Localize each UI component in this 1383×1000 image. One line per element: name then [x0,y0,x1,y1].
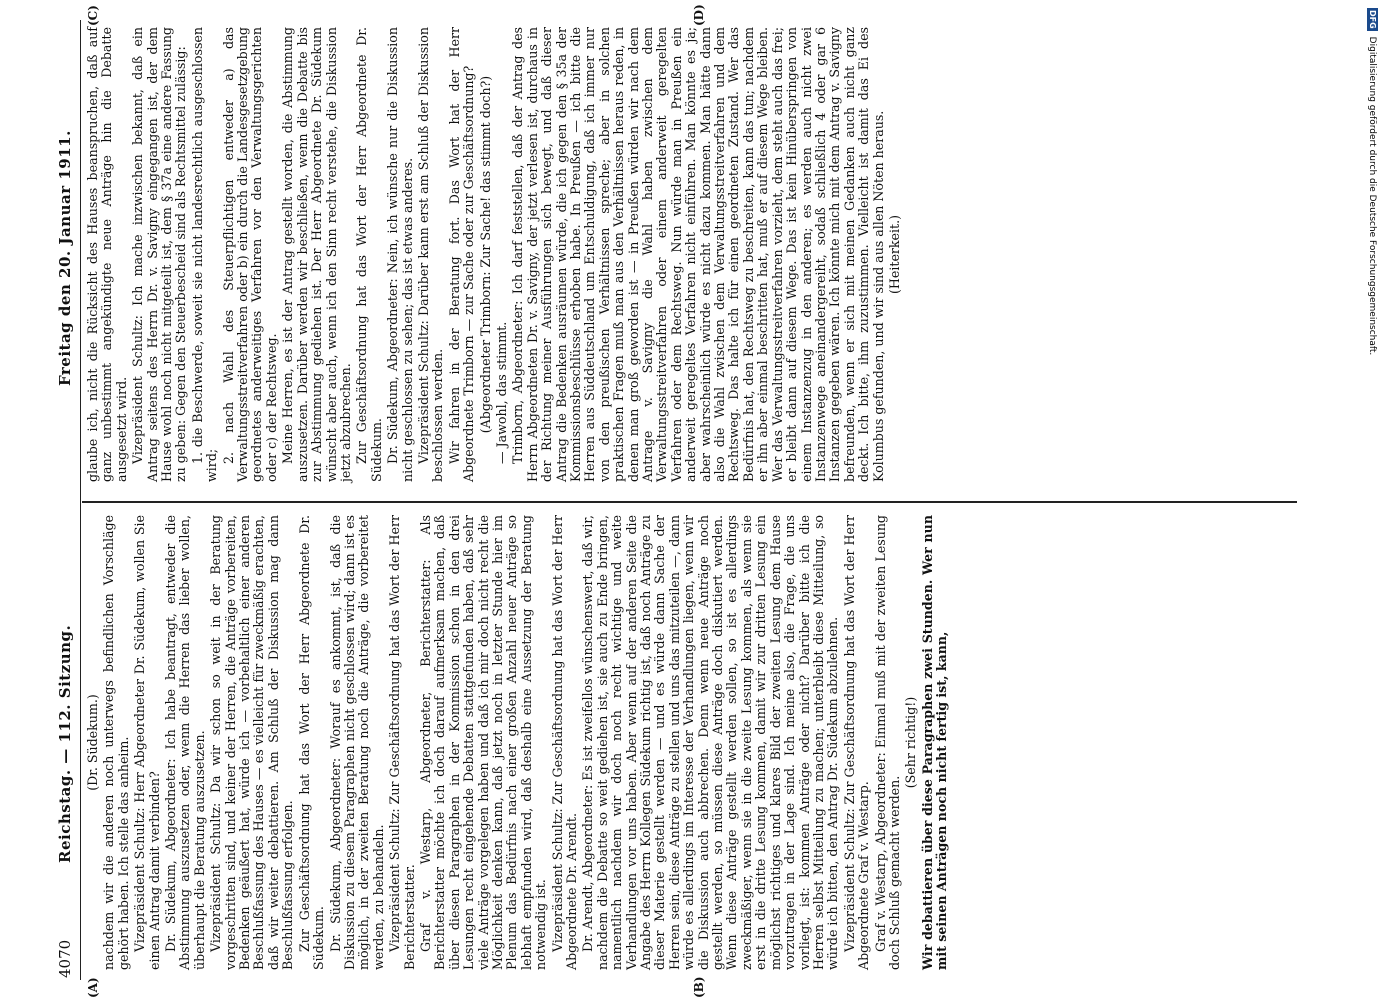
paragraph: Zur Geschäftsordnung hat das Wort der Herr Abgeordnete Dr. Südekum. [354,27,384,482]
margin-mark-c: (C) [86,5,100,26]
header-left-title: Reichstag. — 112. Sitzung. [56,624,74,863]
paragraph: 1. die Beschwerde, soweit sie nicht landesrechtlich ausgeschlossen wird; [189,27,220,482]
paragraph: Graf v. Westarp, Abgeordneter, Berichterstatter: Als Berichterstatter möchte ich doch darauf aufmerksam machen, daß über diesen Paragraphen in der Kommission schon in den drei Lesungen recht eingehende Debatten stattgefunden haben, daß sehr viele Anträge vorgelegen haben und daß ich mir doch nicht recht die Möglichkeit denken kann, daß jetzt noch in letzter Stunde hier im Plenum das Bedürfnis nach einer großen Anzahl neuer Anträge so lebhaft empfunden wird, daß deshalb eine Aussetzung der Beratung notwendig ist. [417,515,549,970]
header-rule [80,20,81,980]
paragraph: (Abgeordneter Trimborn: Zur Sache! das stimmt doch?) [477,75,493,434]
paragraph: (Sehr richtig!) [903,696,919,789]
left-column [86,515,952,970]
paragraph: Vizepräsident Schultz: Zur Geschäftsordnung hat das Wort der Herr Berichterstatter. [387,515,417,970]
paragraph: glaube ich, nicht die Rücksicht des Hauses beanspruchen, daß auf ganz unbestimmt angekündigte neue Anträge hin die Debatte ausgesetzt wird. [85,27,129,482]
margin-mark-a: (A) [86,977,100,998]
page-header [54,18,80,978]
paragraph: Trimborn, Abgeordneter: Ich darf feststellen, daß der Antrag des Herrn Abgeordneten Dr. v. Savigny, der jetzt verlesen ist, durchaus in der Richtung meiner Ausführungen sich bewegt, und daß dieser Antrag die Bedenken ausräumen würde, die ich gegen den § 35a der Kommissionsbeschlüsse erhoben habe. In Preußen — ich bitte die Herren aus Süddeutschland um Entschuldigung, daß ich immer nur von den preußischen Verhältnissen spreche; aber in solchen praktischen Fragen muß man aus den Verhältnissen heraus reden, in denen man groß geworden ist — in Preußen würden wir nach dem Antrage v. Savigny die Wahl haben zwischen dem Verwaltungsstreitverfahren oder einem anderweit geregelten Verfahren oder dem Rechtsweg. Nun würde man in Preußen ein anderweit geregeltes Verfahren nicht einführen. Man könnte es ja; aber wahrscheinlich würde es nicht dazu kommen. Man hätte dann also die Wahl zwischen dem Verwaltungsstreitverfahren und dem Rechtsweg. Das halte ich für einen geordneten Zustand. Wer das Bedürfnis hat, den Rechtsweg zu beschreiten, kann das tun; nachdem er ihn aber einmal beschritten hat, muß er auf diesem Wege bleiben. Wer das Verwaltungsstreitverfahren vorzieht, dem steht auch das frei; er bleibt dann auf diesem Wege. Das ist kein Hinüberspringen von einem Instanzenzug in den anderen; es werden auch nicht zwei Instanzenwege aneinandergereiht, sodaß schließlich 4 oder gar 6 Instanzen gegeben wären. Ich könnte mich mit dem Antrag v. Savigny befreunden, wenn er sich mit meinen Gedanken auch nicht ganz deckt. Ich bitte, ihm zuzustimmen. Vielleicht ist damit das Ei des Kolumbus gefunden, und wir sind aus allen Nöten heraus. [510,27,886,482]
paragraph: Dr. Südekum, Abgeordneter: Nein, ich wünsche nur die Diskussion nicht geschlossen zu sehen; das ist etwas anderes. [385,27,415,482]
paragraph: Vizepräsident Schultz: Da wir schon so weit in der Beratung vorgeschritten sind, und keiner der Herren, die Anträge vorbereiten, Bedenken geäußert hat, würde ich — vorbehaltlich einer anderen Beschlußfassung des Hauses — es vielleicht für zweckmäßig erachten, daß wir weiter debattieren. Am Schluß der Diskussion mag dann Beschlußfassung erfolgen. [208,515,296,970]
paragraph: (Dr. Südekum.) [85,694,100,791]
paragraph: Vizepräsident Schultz: Zur Geschäftsordnung hat das Wort der Herr Abgeordnete Graf v. Westarp. [841,515,872,970]
dfg-logo-icon: DFG [1368,10,1377,29]
digitization-credit [1365,8,1379,568]
paragraph: Graf v. Westarp, Abgeordneter: Einmal muß mit der zweiten Lesung doch Schluß gemacht werden. [872,515,902,970]
paragraph: 2. nach Wahl des Steuerpflichtigen entweder a) das Verwaltungsstreitverfahren oder b) ein durch die Landesgesetzgebung geordnetes anderweitiges Verfahren vor den Verwaltungsgerichten oder c) der Rechtsweg. [220,27,279,482]
paragraph: Dr. Südekum, Abgeordneter: Ich habe beantragt, entweder die Abstimmung auszusetzen oder, wenn die Herren das lieber wollen, überhaupt die Beratung auszusetzen. [163,515,207,970]
paragraph: Wir debattieren über diese Paragraphen zwei Stunden. Wer nun mit seinen Anträgen noch nicht fertig ist, kann, [919,515,950,970]
paragraph: nachdem wir die anderen noch unterwegs befindlichen Vorschläge gehört haben. Ich stelle das anheim. [101,515,131,970]
margin-mark-d: (D) [692,4,706,26]
paragraph: (Heiterkeit.) [886,215,902,294]
margin-mark-b: (B) [692,976,706,998]
paragraph: Vizepräsident Schultz: Zur Geschäftsordnung hat das Wort der Herr Abgeordnete Dr. Arendt. [549,515,579,970]
paragraph: Vizepräsident Schultz: Herr Abgeordneter Dr. Südekum, wollen Sie einen Antrag damit verbinden? [132,515,162,970]
paragraph: — Jawohl, das stimmt. [493,321,509,464]
paragraph: Zur Geschäftsordnung hat das Wort der Herr Abgeordnete Dr. Südekum. [296,515,327,970]
header-right-title: Freitag den 20. Januar 1911. [56,130,74,386]
paragraph: Dr. Arendt, Abgeordneter: Es ist zweifellos wünschenswert, daß wir, nachdem die Debatte so weit gediehen ist, sie auch zu Ende bringen, namentlich nachdem wir doch noch recht wichtige und weite Verhandlungen vor uns haben. Aber wenn auf der anderen Seite die Angabe des Herrn Kollegen Südekum richtig ist, daß noch Anträge zu dieser Materie gestellt werden — und es würde dann Sache der Herren sein, diese Anträge zu stellen und uns das mitzuteilen —, dann würde es allerdings im Interesse der Verhandlungen liegen, wenn wir die Diskussion auch abbrechen. Denn wenn neue Anträge noch gestellt werden, so müssen diese Anträge doch diskutiert werden. Wenn diese Anträge gestellt werden sollen, so ist es allerdings zweckmäßiger, wenn sie in die zweite Lesung kommen, als wenn sie erst in die dritte Lesung kommen, damit wir zur dritten Lesung ein möglichst richtiges und klares Bild der zweiten Lesung dem Hause vorzutragen in der Lage sind. Ich meine also, die Frage, die uns vorliegt, ist: kommen Anträge oder nicht? Darüber bitte ich die Herren selbst Mitteilung zu machen; unterbleibt diese Mitteilung, so würde ich bitten, den Antrag Dr. Südekum abzulehnen. [580,515,841,970]
paragraph: Dr. Südekum, Abgeordneter: Worauf es ankommt, ist, daß die Diskussion zu diesem Paragraphen nicht geschlossen wird; dann ist es möglich, in der zweiten Beratung noch die Anträge, die vorbereitet werden, zu behandeln. [327,515,386,970]
paragraph: Vizepräsident Schultz: Ich mache inzwischen bekannt, daß ein Antrag seitens des Herrn Dr. v. Savigny eingegangen ist, der dem Hause wohl noch nicht mitgeteilt ist, dem § 37a eine andere Fassung zu geben: Gegen den Steuerbescheid sind als Rechtsmittel zulässig: [130,27,189,482]
paragraph: Wir fahren in der Beratung fort. Das Wort hat der Herr Abgeordnete Trimborn — zur Sache oder zur Geschäftsordnung? [446,27,477,482]
column-divider [82,501,1297,503]
right-column [86,27,904,482]
paragraph: Vizepräsident Schultz: Darüber kann erst am Schluß der Diskussion beschlossen werden. [415,27,446,482]
paragraph: Meine Herren, es ist der Antrag gestellt worden, die Abstimmung auszusetzen. Darüber werden wir beschließen, wenn die Debatte bis zur Abstimmung gediehen ist. Der Herr Abgeordnete Dr. Südekum wünscht aber auch, wenn ich den Sinn recht verstehe, die Diskussion jetzt abzubrechen. [280,27,353,482]
credit-text: Digitalisierung gefördert durch die Deutsche Forschungsgemeinschaft. [1367,36,1377,356]
page-number: 4070 [56,939,74,978]
rotated-sheet [52,0,1342,1000]
